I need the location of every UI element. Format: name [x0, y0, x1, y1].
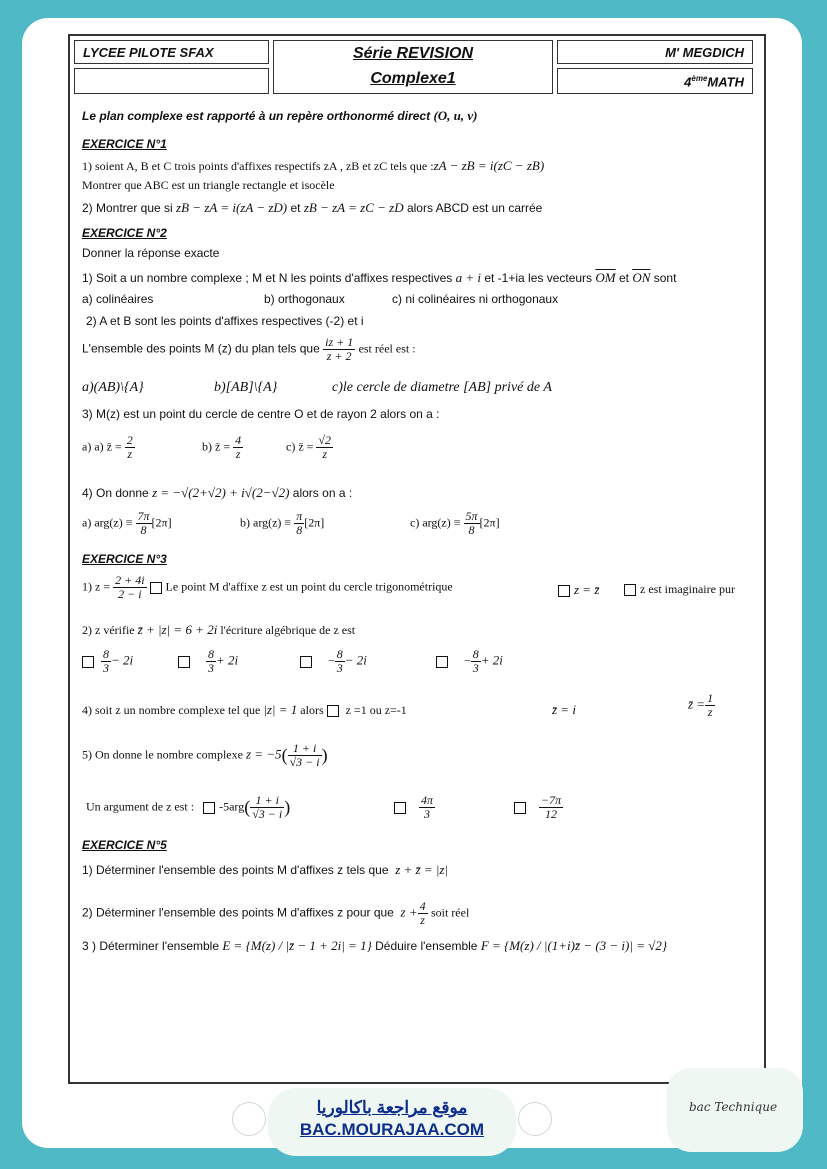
footer-site-link[interactable]: BAC.MOURAJAA.COM [299, 1120, 485, 1139]
ex3-q2-opt4: − $\frac{8}{3}$ + 2i [436, 648, 503, 675]
checkbox[interactable] [150, 582, 162, 594]
title-box [273, 40, 553, 94]
ex2-q1-m1: a + i [455, 270, 481, 285]
ex3-q4: 4) soit z un nombre complexe tel que |z| = 1 alors z =1 ou z=-1 [82, 702, 407, 717]
ex2-q1-et: et [618, 271, 629, 285]
ex1-q2-math1: zB − zA = i(zA − zD) [176, 200, 288, 215]
ex5-q1: 1) Déterminer l'ensemble des points M d'affixes z tels que z + z̄ = |z| [82, 862, 449, 877]
ex2-q4-opt-a: a) arg(z) ≡ $\frac{7\pi}{8}$ [2π] [82, 509, 172, 537]
series-title: Série REVISION [352, 45, 474, 62]
ex3-q2-math: z̄ + |z| = 6 + 2i [137, 622, 218, 637]
right-logo-icon [518, 1102, 552, 1136]
ex5-q1-math: z + z̄ = |z| [395, 862, 449, 877]
ex3-q1: 1) z = $\frac{2 + 4i}{2 - i}$ Le point M d'affixe z est un point du cercle trigonométrique [82, 573, 453, 601]
left-logo-icon [232, 1102, 266, 1136]
ex3-q5: 5) On donne le nombre complexe z = −5( $\frac{1 + i}{√3 - i}$ ) [82, 741, 328, 769]
set-e: E = {M(z) / |z̄ − 1 + 2i| = 1} [222, 938, 372, 953]
ex1-q1 [82, 158, 544, 174]
set-f: F = {M(z) / |(1+i)z̄ − (3 − i)| = √2} [480, 938, 668, 953]
ex2-q2-fraction: $\frac{iz + 1}{z + 2}$ [325, 335, 354, 363]
ex5-q3: 3 ) Déterminer l'ensemble E = {M(z) / |z̄ − 1 + 2i| = 1} Déduire l'ensemble F = {M(z) / |(1+i)z̄ − (3 − i)| = √2} [82, 938, 668, 953]
ex1-q2-math2: zB − zA = zC − zD [303, 200, 404, 215]
checkbox[interactable] [558, 585, 570, 597]
ex2-q2: 2) A et B sont les points d'affixes respectives (-2) et i [86, 314, 364, 328]
ex2-q1-end: sont [653, 271, 677, 285]
ex2-title: EXERCICE N°2 [82, 226, 167, 240]
class-sup: ème [691, 74, 708, 83]
ex3-q2-opt3: − $\frac{8}{3}$ − 2i [300, 648, 367, 675]
ex3-q1-opt3: z est imaginaire pur [624, 582, 735, 597]
ex1-q2a: 2) Montrer que si [82, 201, 173, 215]
bac-technique-badge [667, 1068, 803, 1152]
checkbox[interactable] [300, 656, 312, 668]
ex2-q1 [82, 270, 676, 286]
ex2-q1-m2: et -1+ia les vecteurs [484, 271, 593, 285]
ex2-q2-opt-c: c)le cercle de diametre [AB] privé de A [332, 380, 552, 395]
ex2-q2-opt-b: b)[AB]\{A} [214, 380, 278, 395]
ex2-q4: 4) On donne z = −√(2+√2) + i√(2−√2) alors on a : [82, 485, 353, 500]
ex3-q5b: Un argument de z est : -5arg( $\frac{1 + i}{√3 - i}$ ) [86, 793, 291, 821]
school-name: LYCEE PILOTE SFAX [83, 45, 214, 60]
class-num: 4 [684, 74, 692, 90]
intro-math: (O, u, v) [433, 108, 478, 123]
footer-banner[interactable] [268, 1088, 516, 1156]
teacher-box [557, 40, 753, 64]
class-name: MATH [707, 74, 744, 90]
school-box [74, 40, 269, 64]
ex3-q5-opt2: $\frac{4\pi}{3}$ [394, 794, 435, 821]
badge-text: bac Technique [689, 1100, 778, 1114]
checkbox[interactable] [178, 656, 190, 668]
checkbox[interactable] [394, 802, 406, 814]
ex3-q2-opt1: $\frac{8}{3}$ − 2i [82, 648, 133, 675]
ex3-q2-opt2: $\frac{8}{3}$ + 2i [178, 648, 238, 675]
ex2-q2c: est réel est : [358, 341, 416, 356]
class-box [557, 68, 753, 94]
checkbox[interactable] [514, 802, 526, 814]
ex3-title: EXERCICE N°3 [82, 552, 167, 566]
ex1-q1b: Montrer que ABC est un triangle rectangle et isocèle [82, 178, 335, 192]
vector-om: $\overline{OM}$ [595, 270, 616, 285]
checkbox[interactable] [624, 584, 636, 596]
ex3-q2: 2) z vérifie z̄ + |z| = 6 + 2i l'écriture algébrique de z est [82, 622, 356, 637]
ex2-q1-text: 1) Soit a un nombre complexe ; M et N les points d'affixes respectives [82, 271, 453, 285]
ex2-q1-opt-b: b) orthogonaux [264, 292, 345, 306]
ex2-q3-opt-b: b) z̄ = $\frac{4}{z}$ [202, 433, 242, 461]
ex3-q5-opt3: $\frac{-7\pi}{12}$ [514, 794, 563, 821]
ex2-q4-math: z = −√(2+√2) + i√(2−√2) [152, 485, 290, 500]
ex2-intro: Donner la réponse exacte [82, 246, 220, 260]
ex2-q3: 3) M(z) est un point du cercle de centre O et de rayon 2 alors on a : [82, 407, 440, 421]
checkbox[interactable] [436, 656, 448, 668]
ex5-q2: 2) Déterminer l'ensemble des points M d'affixes z pour que z + $\frac{4}{z}$ soit réel [82, 899, 470, 927]
ex2-q1-opt-a: a) colinéaires [82, 292, 154, 306]
intro-line [82, 108, 477, 124]
ex2-q4-opt-c: c) arg(z) ≡ $\frac{5\pi}{8}$ [2π] [410, 509, 500, 537]
footer-arabic: موقع مراجعة باكالوريا [316, 1098, 468, 1117]
ex2-q4-opt-b: b) arg(z) ≡ $\frac{\pi}{8}$ [2π] [240, 509, 325, 537]
ex2-q2-opt-a: a)(AB)\{A} [82, 380, 144, 395]
ex2-q3-opt-a: a) a) z̄ = $\frac{2}{z}$ [82, 433, 133, 461]
ex1-q2b: et [290, 201, 301, 215]
ex1-q1-text: 1) soient A, B et C trois points d'affixes respectifs zA , zB et zC tels que : [82, 159, 434, 173]
blank-box [74, 68, 269, 94]
ex1-title: EXERCICE N°1 [82, 137, 167, 151]
checkbox[interactable] [327, 705, 339, 717]
ex3-q4-opt3: z̄ = $\frac{1}{z}$ [688, 691, 714, 719]
ex3-q4-opt2: z̄ = i [552, 702, 576, 717]
ex2-q3-opt-c: c) z̄ = $\frac{√2}{z}$ [286, 433, 332, 461]
ex2-q2b: L'ensemble des points M (z) du plan tels que [82, 341, 320, 356]
ex1-q2c: alors ABCD est un carrée [406, 201, 543, 215]
ex1-q1-math: zA − zB = i(zC − zB) [433, 158, 545, 173]
ex1-q2 [82, 200, 542, 216]
ex2-q2b-line [82, 336, 416, 363]
teacher-name: M' MEGDICH [665, 45, 744, 60]
ex2-q1-opt-c: c) ni colinéaires ni orthogonaux [392, 292, 559, 306]
checkbox[interactable] [82, 656, 94, 668]
vector-on: $\overline{ON}$ [632, 270, 651, 285]
ex5-title: EXERCICE N°5 [82, 838, 167, 852]
ex3-q1-opt2: z = z̄ [558, 582, 599, 598]
checkbox[interactable] [203, 802, 215, 814]
intro-text: Le plan complexe est rapporté à un repère orthonormé direct [82, 109, 431, 123]
topic-title: Complexe1 [370, 70, 456, 87]
